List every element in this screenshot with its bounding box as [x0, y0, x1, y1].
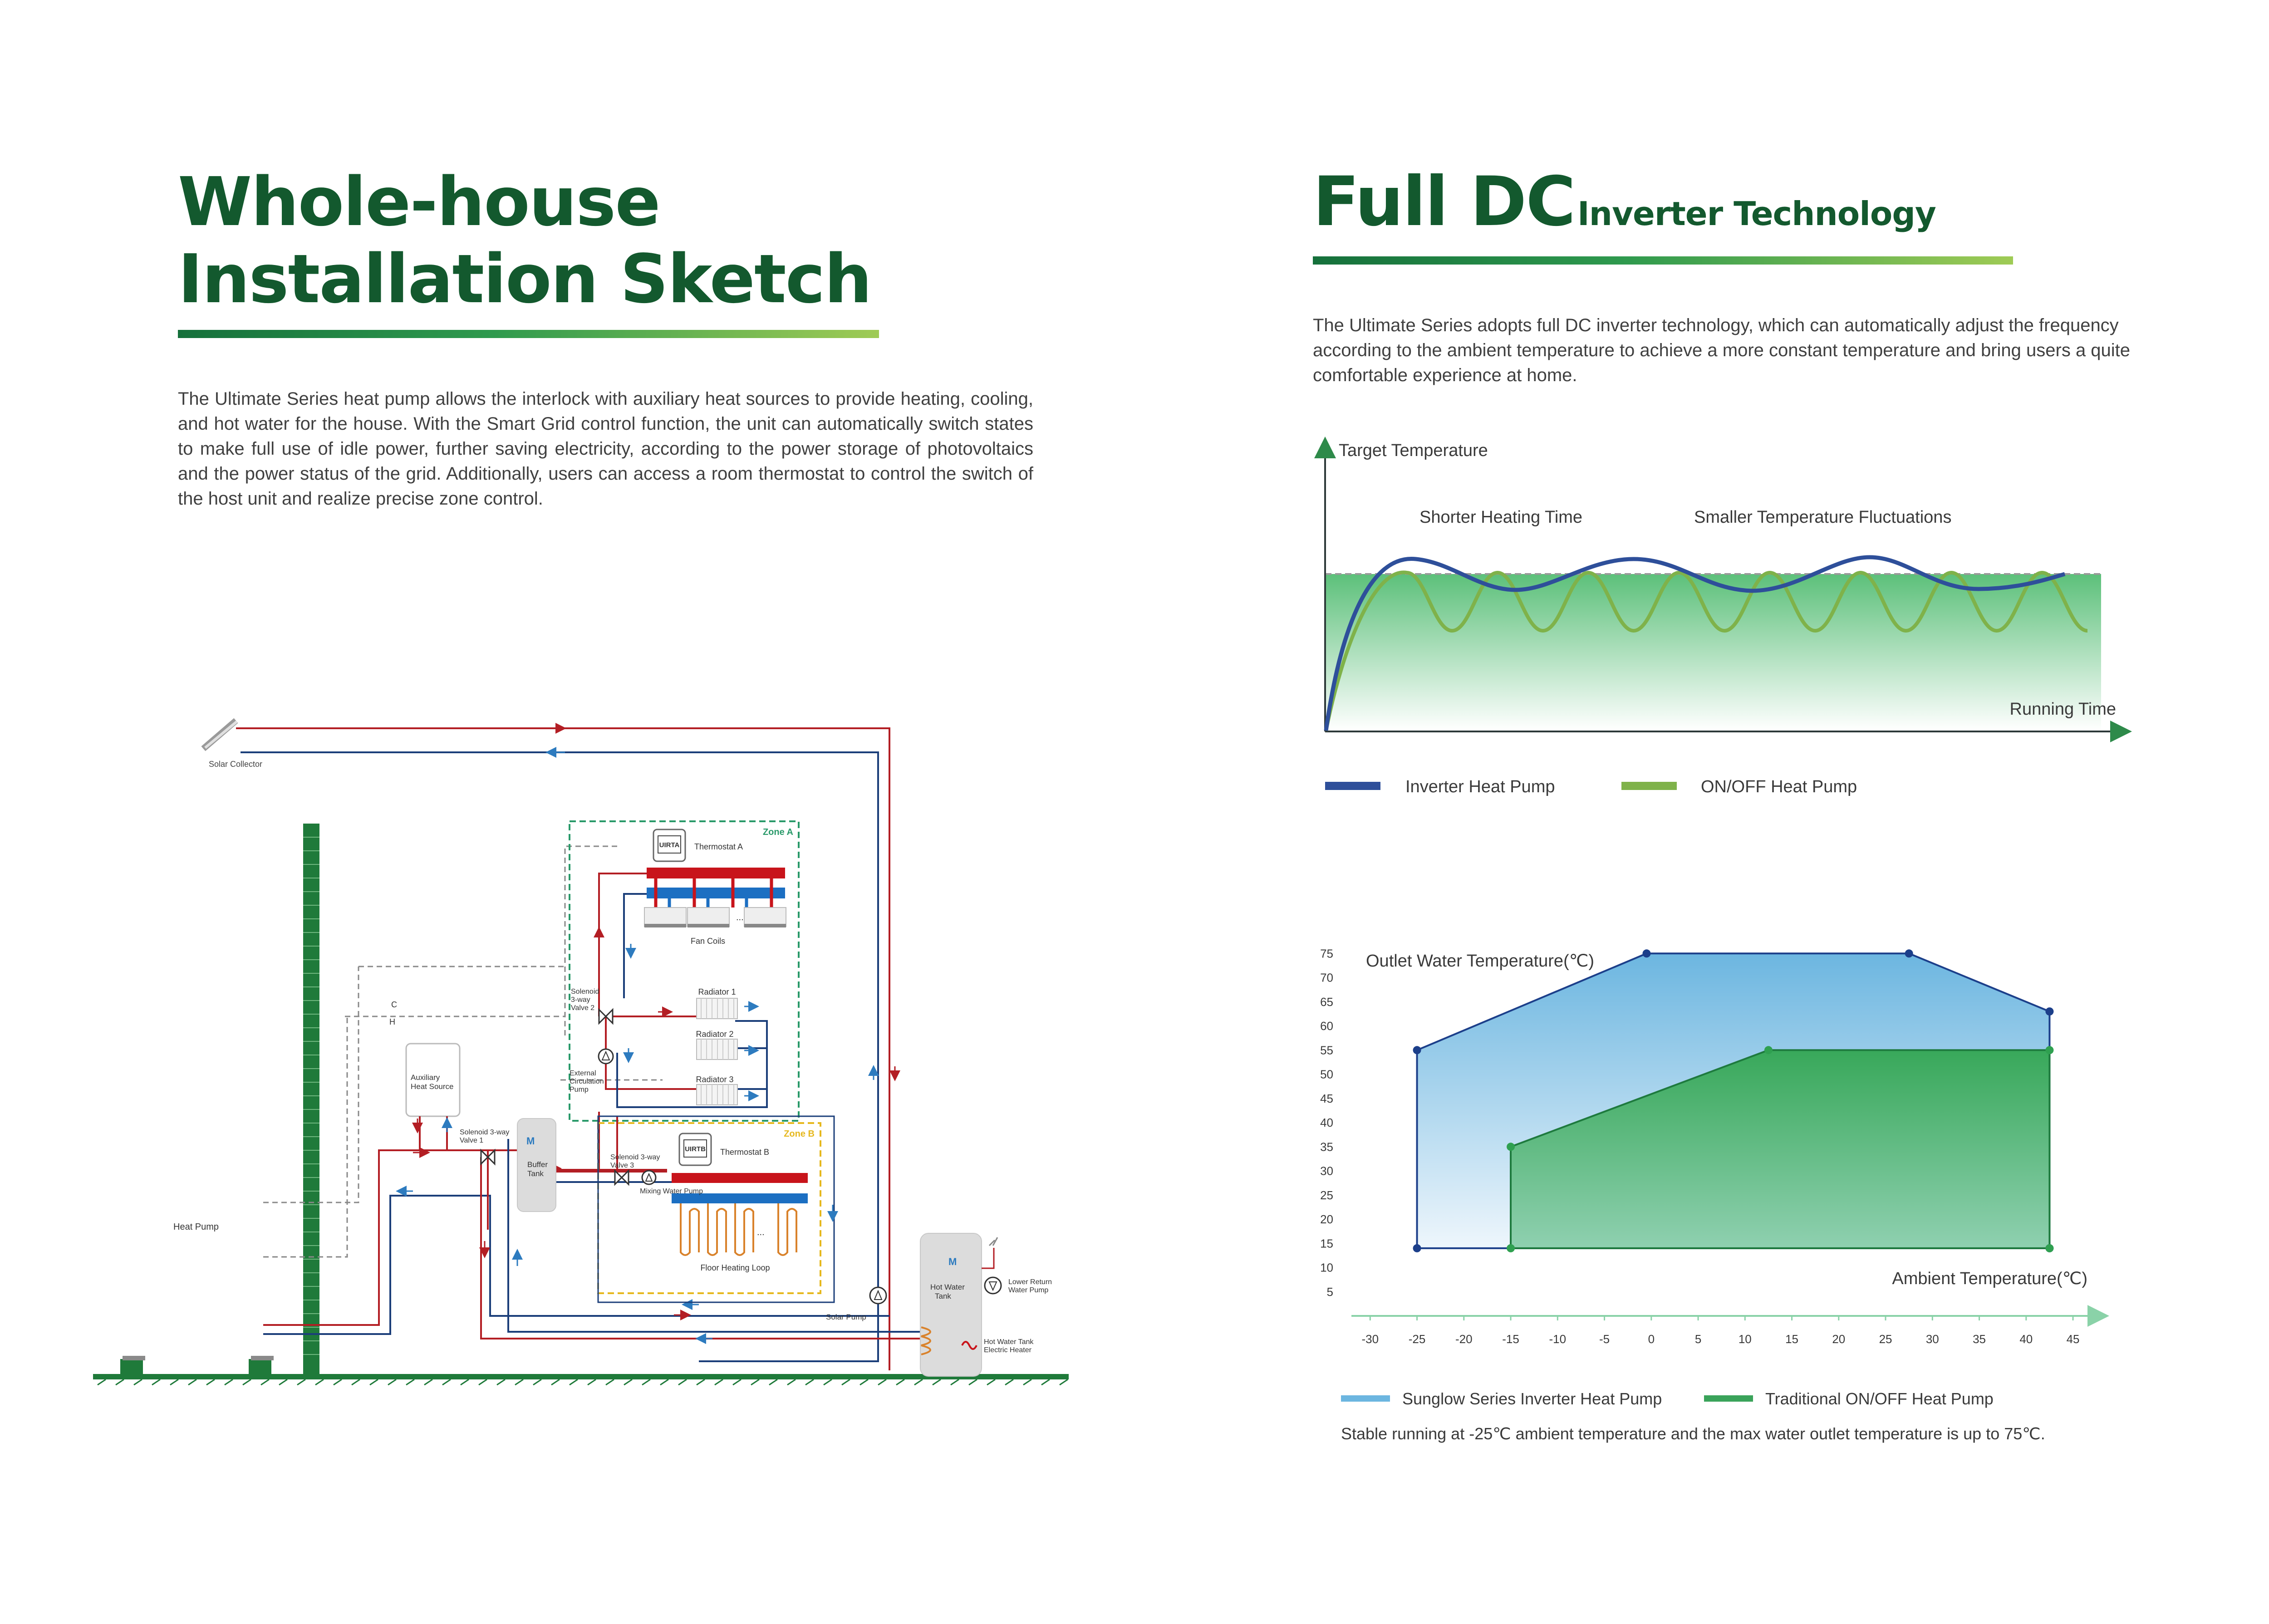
data-point [1413, 1046, 1421, 1054]
x-tick-label: 5 [1694, 1332, 1702, 1346]
x-tick-label: 45 [2066, 1332, 2080, 1346]
radiator-3-icon [697, 1084, 737, 1105]
svg-text:Fan Coils [691, 937, 725, 946]
left-intro-paragraph: The Ultimate Series heat pump allows the interlock with auxiliary heat sources to provide heating, cooling, and hot water for the house. With the Smart Grid control function, the unit can automatically switch states to make full use of idle power, further saving electricity, according to the power storage of photovoltaics and the power status of the grid. Additionally, users can access a room thermostat to control the switch of the host unit and realize precise zone control. [178, 389, 1033, 509]
mixing-water-pump-icon [642, 1171, 656, 1184]
label-lower-return-pump: Lower Return Water Pump [1008, 1278, 1052, 1294]
x-tick-label: 30 [1925, 1332, 1939, 1346]
label-hot-water-tank: Hot Water Tank [930, 1283, 965, 1300]
installation-sketch [0, 699, 1134, 1407]
floor-heating-loop-icon [681, 1203, 796, 1255]
x-tick-label: 25 [1879, 1332, 1892, 1346]
chart2-xlabel: Ambient Temperature(℃) [1892, 1269, 2087, 1288]
legend-label-sunglow: Sunglow Series Inverter Heat Pump [1402, 1389, 1662, 1408]
title-line-1: Whole-house [178, 163, 660, 241]
x-tick-label: -15 [1502, 1332, 1519, 1346]
data-point [1764, 1046, 1773, 1054]
legend-swatch-inverter [1325, 782, 1380, 790]
target-fill-area [1325, 574, 2101, 731]
svg-text:Heat Pump [173, 1222, 219, 1232]
x-tick-label: -25 [1408, 1332, 1426, 1346]
data-point [1507, 1244, 1515, 1252]
page-title-right [1313, 162, 1936, 241]
y-tick-label: 70 [1320, 971, 1333, 985]
x-tick-label: 15 [1785, 1332, 1799, 1346]
label-solenoid-valve-1: Solenoid 3-way Valve 1 [460, 1128, 510, 1144]
radiator-1-icon [697, 998, 737, 1019]
y-tick-label: 55 [1320, 1043, 1333, 1057]
x-tick-label: 40 [2019, 1332, 2033, 1346]
svg-text:Zone A [763, 827, 793, 837]
title-inverter-technology: Inverter Technology [1577, 195, 1936, 233]
y-tick-label: 35 [1320, 1140, 1333, 1154]
fan-coil-return-manifold [647, 888, 785, 898]
solar-pump-icon [870, 1287, 886, 1304]
fan-coil-supply-manifold [647, 868, 785, 878]
title-underline-right [1313, 256, 2013, 265]
svg-text:Thermostat A [694, 842, 743, 851]
temperature-stability-chart [1307, 431, 2146, 803]
label-mixing-water-pump: Mixing Water Pump [640, 1187, 703, 1195]
label-thermostat-b: Thermostat B [720, 1148, 770, 1157]
svg-text:... [757, 1227, 765, 1237]
y-tick-label: 5 [1326, 1285, 1333, 1299]
y-tick-label: 25 [1320, 1188, 1333, 1202]
x-tick-label: 20 [1832, 1332, 1846, 1346]
outdoor-unit-1 [120, 1359, 143, 1375]
svg-text:H [389, 1017, 395, 1026]
x-tick-label: -20 [1455, 1332, 1473, 1346]
svg-text:Zone B [784, 1129, 815, 1139]
house-wall [303, 824, 319, 1376]
svg-text:Radiator 2 [696, 1030, 733, 1039]
x-tick-label: 10 [1738, 1332, 1752, 1346]
legend-swatch-traditional [1704, 1395, 1753, 1402]
data-point [1507, 1143, 1515, 1151]
page-title-left [178, 163, 1040, 318]
title-full-dc: Full DC [1313, 162, 1575, 241]
label-radiator-2: Radiator 2 [696, 1030, 734, 1039]
x-tick-label: 35 [1973, 1332, 1986, 1346]
label-floor-heating-loop: Floor Heating Loop [700, 1263, 770, 1272]
ground-line [93, 1374, 1069, 1379]
label-buffer-tank: Buffer Tank [527, 1160, 548, 1178]
operating-range-chart [1307, 935, 2146, 1470]
lower-return-water-pump-icon [985, 1277, 1001, 1294]
right-intro-paragraph: The Ultimate Series adopts full DC inverter technology, which can automatically adjust the frequency according to the ambient temperature to achieve a more constant temperature and bring users a quite comfortable experience at home. [1313, 315, 2131, 385]
x-tick-label: 0 [1648, 1332, 1655, 1346]
fan-coil-1-icon [644, 908, 686, 927]
y-tick-label: 45 [1320, 1091, 1333, 1105]
svg-text:Solar Pump [826, 1313, 866, 1321]
label-c: C [391, 1000, 397, 1009]
y-tick-label: 15 [1320, 1236, 1333, 1251]
outdoor-unit-2 [249, 1359, 271, 1375]
annotation-smaller-fluctuations: Smaller Temperature Fluctuations [1694, 508, 1952, 527]
svg-text:UIRTA [659, 841, 680, 849]
svg-text:UIRTB [685, 1145, 706, 1153]
title-underline-left [178, 330, 879, 338]
label-zone-a: Zone A [762, 827, 793, 837]
label-radiator-1: Radiator 1 [698, 987, 736, 996]
fan-coil-3-icon [744, 908, 786, 927]
label-radiator-3: Radiator 3 [696, 1075, 734, 1084]
radiator-2-icon [697, 1039, 737, 1060]
svg-text:M: M [948, 1256, 957, 1267]
y-tick-label: 10 [1320, 1261, 1333, 1275]
label-thermostat-a: Thermostat A [694, 842, 743, 851]
chart2-note: Stable running at -25℃ ambient temperature and the max water outlet temperature is up to 75℃. [1341, 1424, 2045, 1443]
data-point [2045, 1007, 2053, 1016]
y-tick-label: 60 [1320, 1019, 1333, 1033]
legend-label-traditional: Traditional ON/OFF Heat Pump [1765, 1389, 1994, 1408]
label-uirtb: UIRTB [685, 1145, 706, 1153]
data-point [1642, 949, 1650, 957]
label-h: H [389, 1017, 395, 1026]
label-solar-collector: Solar Collector [209, 760, 263, 769]
label-zone-b: Zone B [784, 1129, 815, 1139]
data-point [1905, 949, 1913, 957]
svg-text:Radiator 1 [698, 987, 736, 996]
fan-coil-2-icon [688, 908, 729, 927]
x-tick-label: -5 [1599, 1332, 1610, 1346]
hot-water-tank [920, 1233, 982, 1376]
ellipsis-fan-coils: ... [736, 913, 744, 922]
y-tick-label: 20 [1320, 1212, 1333, 1227]
svg-text:Mixing Water Pump [640, 1187, 703, 1195]
x-tick-label: -30 [1361, 1332, 1379, 1346]
y-tick-label: 75 [1320, 947, 1333, 961]
label-solar-pump: Solar Pump [826, 1313, 866, 1321]
label-heat-pump: Heat Pump [173, 1222, 219, 1232]
y-tick-label: 65 [1320, 995, 1333, 1009]
y-tick-label: 30 [1320, 1164, 1333, 1178]
svg-text:C [391, 1000, 397, 1009]
label-auxiliary-heat-source: Auxiliary Heat Source [411, 1073, 454, 1091]
legend-swatch-onoff [1621, 782, 1677, 790]
legend-label-onoff: ON/OFF Heat Pump [1701, 777, 1857, 796]
svg-text:... [736, 913, 744, 922]
svg-text:Floor Heating Loop [700, 1263, 770, 1272]
floor-heating-supply-manifold [672, 1173, 808, 1183]
zone-a [570, 821, 799, 1121]
legend-swatch-sunglow [1341, 1395, 1390, 1402]
shower-icon [989, 1237, 997, 1246]
ellipsis-floor-loop: ... [757, 1227, 765, 1237]
data-point [2045, 1046, 2053, 1054]
svg-text:Thermostat B [720, 1148, 769, 1157]
x-tick-label: -10 [1549, 1332, 1567, 1346]
data-point [1413, 1244, 1421, 1252]
svg-text:Radiator 3 [696, 1075, 733, 1084]
data-point [2045, 1244, 2053, 1252]
title-line-2: Installation Sketch [178, 240, 871, 318]
y-tick-label: 40 [1320, 1116, 1333, 1130]
y-tick-label: 50 [1320, 1067, 1333, 1081]
chart1-ylabel: Target Temperature [1339, 441, 1488, 460]
label-solenoid-valve-2: Solenoid 3-way Valve 2 [571, 988, 599, 1012]
label-fan-coils: Fan Coils [690, 937, 726, 946]
chart1-xlabel: Running Time [2009, 700, 2116, 719]
label-solenoid-valve-3: Solenoid 3-way Valve 3 [610, 1153, 660, 1169]
label-electric-heater: Hot Water Tank Electric Heater [984, 1338, 1034, 1354]
label-uirta: UIRTA [659, 841, 680, 849]
svg-text:Solar Collector [209, 760, 262, 769]
chart2-ylabel: Outlet Water Temperature(℃) [1366, 952, 1595, 971]
label-external-pump: External Circulation Pump [570, 1070, 604, 1094]
svg-text:M: M [526, 1135, 535, 1147]
annotation-shorter-heating-time: Shorter Heating Time [1419, 508, 1583, 527]
legend-label-inverter: Inverter Heat Pump [1405, 777, 1555, 796]
